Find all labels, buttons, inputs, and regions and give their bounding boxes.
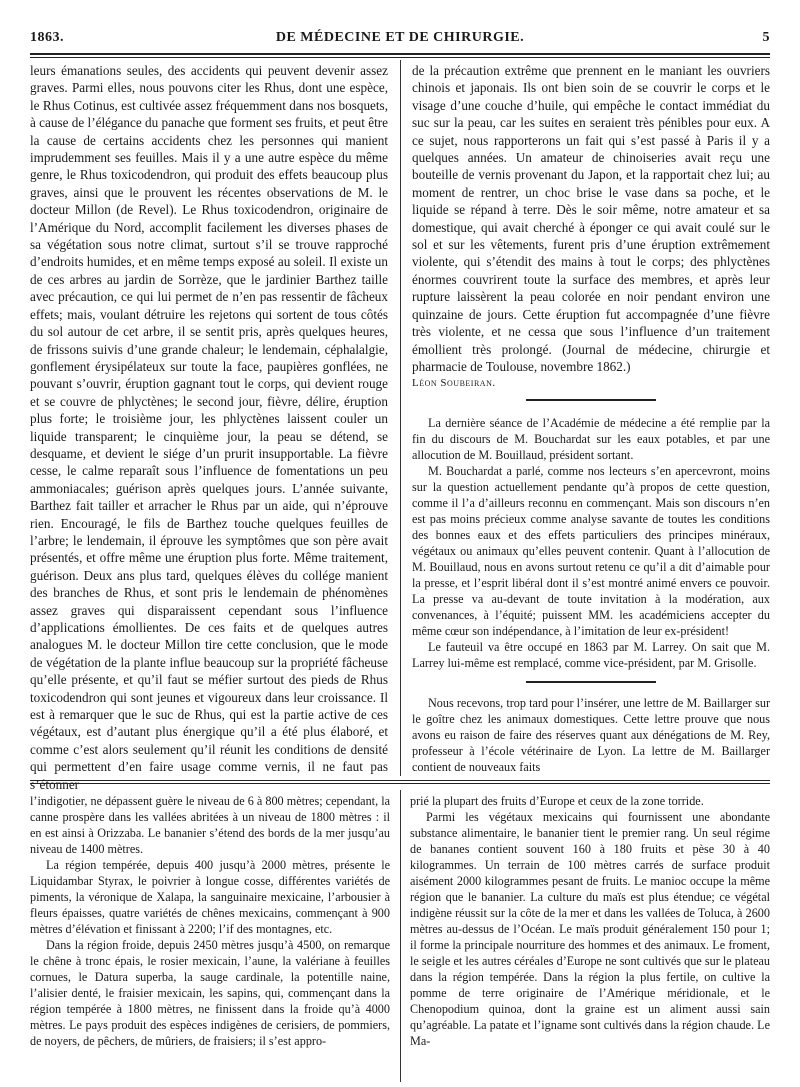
temperate-region-paragraph: La région tempérée, depuis 400 jusqu’à 2000 mètres, présente le Liquidambar Styrax, le poivrier à longue cosse, différentes variétés de piments, la véronique de Xalapa, la sanguinaire mexicaine, l’arbousier à fleurs épaisses, quatre variétés de chênes mexicains, commençant à 900 mètres d’élévation et finissant à 2200; l’if des montagnes, etc.	[30, 858, 390, 936]
left-column	[30, 62, 388, 792]
header-year: 1863.	[30, 30, 64, 45]
goitre-paragraph: Nous recevons, trop tard pour l’insérer, une lettre de M. Baillarger sur le goître chez les animaux domestiques. Cette lettre prouve que nous avons eu raison de faire des réserves quant aux dénégations de M. Rey, professeur à l’école vétérinaire de Lyon. La lettre de M. Baillarger contient de nouveaux faits	[412, 696, 770, 775]
academy-paragraph-3: Le fauteuil va être occupé en 1863 par M. Larrey. On sait que M. Larrey lui-même est remplacé, comme vice-président, par M. Grisolle.	[412, 640, 770, 671]
bottom-left-column	[30, 793, 390, 1081]
column-divider-bottom	[400, 790, 401, 1082]
section-rule-1	[526, 399, 656, 401]
column-divider-top	[400, 60, 401, 776]
academy-paragraph-2: M. Bouchardat a parlé, comme nos lecteurs s’en apercevront, moins sur la question actuellement pendante qu’à propos de cette question, comme il l’a d’ailleurs reconnu en commençant. Mais son discours n’en est pas moins précieux comme analyse savante de toutes les conditions des bonnes eaux et des effets particuliers des principes minéraux, végétaux ou animaux qu’elles peuvent contenir. Quant à l’allocution de M. Bouillaud, nous en avons surtout retenu ce qu’il a dit d’aimable pour la presse, et l’esprit libéral dont il s’est montré animé envers ce pouvoir. La presse va au-devant de toute invitation à la modération, aux convenances, à l’équité; puissent MM. les académiciens accepter du même cœur son indépendance, à l’imitation de leur ex-président!	[412, 464, 770, 639]
bottom-right-column	[410, 793, 770, 1081]
fruits-paragraph: prié la plupart des fruits d’Europe et ceux de la zone torride.	[410, 794, 704, 808]
author-signature: Léon Soubeiran.	[412, 377, 496, 390]
varnish-paragraph: de la précaution extrême que prennent en le maniant les ouvriers chinois et japonais. Ils ont bien soin de se couvrir le corps et le visage d’une couche d’huile, qui empêche le contact immédiat du suc sur la peau, car les suites en seraient très pénibles pour eux. A ce sujet, nous rapporterons un fait qui s’est passé à Paris il y a quelques années. Un amateur de chinoiseries avait reçu une bouteille de vernis provenant du Japon, et la rapportait chez lui; au moment de rentrer, un choc brise le vase dans sa poche, et le liquide se répand à terre. Dès le soir même, notre amateur et sa domestique, qui avait cherché à éponger ce qui avait coulé sur le sol et sur les vêtements, furent pris d’une éruption extrêmement violente, qui s’étendit des mains à tout le corps; des phlyctènes énormes couvrirent toute la surface des membres, et après leur rupture laissèrent la peau colorée en noir pendant environ une quinzaine de jours. Cette éruption fut accompagnée d’une fièvre très violente, et ne cessa que sous l’influence d’un traitement émollient très prolongé. (Journal de médecine, chirurgie et pharmacie de Toulouse, novembre 1862.)	[412, 63, 770, 374]
academy-paragraph-1: La dernière séance de l’Académie de médecine a été remplie par la fin du discours de M. Bouchardat sur les eaux potables, et par une allocution de M. Bouillaud, président sortant.	[412, 416, 770, 463]
page-number: 5	[762, 30, 770, 45]
header-rule	[30, 53, 770, 58]
header-title: DE MÉDECINE ET DE CHIRURGIE.	[275, 30, 525, 45]
rhus-paragraph: leurs émanations seules, des accidents qui peuvent devenir assez graves. Parmi elles, nous pouvons citer les Rhus, dont une espèce, le Rhus Cotinus, est cultivée assez fréquemment dans nos bosquets, à cause de l’élégance du panache que forment ses fruits, et peut être la cause de certains accidents chez les personnes qui manient imprudemment ses feuilles. Mais il y a une autre espèce du même genre, le Rhus toxicodendron, qui produit des effets beaucoup plus graves, ainsi que le prouvent les récentes observations de M. le docteur Millon (de Revel). Le Rhus toxicodendron, originaire de l’Amérique du Nord, accomplit facilement les diverses phases de sa végétation sous notre climat, surtout s’il se trouve rapproché d’endroits humides, et en même temps exposé au soleil. Il existe un de ces arbres au jardin de Sorrèze, que le jardinier Barthez taille avec précaution, ce qui lui permet de n’en pas ressentir de fâcheux effets; mais, voulant détruire les rejetons qui sortent de tous côtés du sol autour de cet arbre, il se sentit pris, après quelques heures, de frissons suivis d’une grande chaleur; le lendemain, céphalalgie, gonflement érysipélateux sur toute la face, paupières gonflées, ne pouvant s’ouvrir, éruption gagnant tout le corps, qui devient rouge et se couvre de phlyctènes; le second jour, fièvre, délire, éruption plus forte; le troisième jour, les phlyctènes laissent couler un liquide transparent; le cinquième jour, la peau se détend, se desquame, et devient le siége d’un prurit insupportable. La fièvre cesse, le calme reparaît sous l’influence de fomentations un peu ammoniacales; guérison après quelques jours. L’année suivante, Barthez fait tailler et arracher le Rhus par un aide, qui n’éprouve rien. Encouragé, le fils de Barthez touche quelques feuilles de l’arbre; le lendemain, il éprouve les symptômes que son père avait présentés, et offre même une éruption plus forte. Même traitement, guérison. Deux ans plus tard, quelques élèves du collége manient des branches de Rhus, et sont pris le lendemain de phénomènes assez graves qui disparaissent cependant sous l’influence d’applications émollientes. De ces faits et de quelques autres analogues M. le docteur Millon tire cette conclusion, que le mode de végétation de la plante influe beaucoup sur la propriété fâcheuse qu’elle présente, et qu’il faut se méfier surtout des pieds de Rhus toxicodendron qui sont jeunes et vigoureux dans leur croissance. Il est à remarquer que le suc de Rhus, qui est la partie active de ces végétaux, est d’autant plus énergique qu’il a été plus élaboré, et comme c’est alors seulement qu’il réunit les conditions de densité qui permettent d’en faire usage comme vernis, il ne faut pas s’étonner	[30, 63, 388, 792]
food-plants-paragraph: Parmi les végétaux mexicains qui fournissent une abondante substance alimentaire, le bananier tient le premier rang. Un seul régime de bananes contient souvent 160 à 180 fruits et pèse 30 à 40 kilogrammes. Un terrain de 100 mètres carrés de surface produit aisément 2000 kilogrammes pesant de fruits. Le manioc occupe la même région que le bananier. La culture du maïs est plus étendue; ce végétal indigène réussit sur la côte de la mer et dans les vallées de Toluca, à 2600 mètres au-dessus de l’Océan. Le maïs produit généralement 150 pour 1; il forme la principale nourriture des hommes et des animaux. Le froment, le seigle et les autres céréales d’Europe ne sont cultivés que sur le plateau dans la région tempérée. Dans la région la plus fertile, on cultive la pomme de terre originaire de l’Amérique méridionale, et le Chenopodium quinoa, dont la graine est un aliment aussi sain qu’agréable. La patate et l’igname sont cultivés dans la région chaude. Le Ma-	[410, 810, 770, 1048]
altitude-paragraph: l’indigotier, ne dépassent guère le niveau de 6 à 800 mètres; cependant, la canne prospère dans les vallées abritées à un niveau de 1800 mètres : il en est ainsi à Orizzaba. Le bananier s’étend des bords de la mer jusqu’au niveau de 1400 mètres.	[30, 794, 390, 856]
right-column	[412, 62, 770, 774]
section-separator	[30, 780, 770, 784]
page-header	[30, 30, 770, 50]
cold-region-paragraph: Dans la région froide, depuis 2450 mètres jusqu’à 4500, on remarque le chêne à tronc épais, le rosier mexicain, l’aune, la valériane à feuilles cornues, le Datura superba, la sauge cardinale, la potentille naine, l’alisier denté, le fraisier mexicain, les sapins, qui, commençant dans la région tempérée à 1800 mètres, ne finissent dans la froide qu’à 4000 mètres. Le pays produit des espèces indigènes de cerisiers, de pommiers, de noyers, de pêchers, de mûriers, de fraisiers; il s’est appro-	[30, 938, 390, 1048]
section-rule-2	[526, 681, 656, 683]
